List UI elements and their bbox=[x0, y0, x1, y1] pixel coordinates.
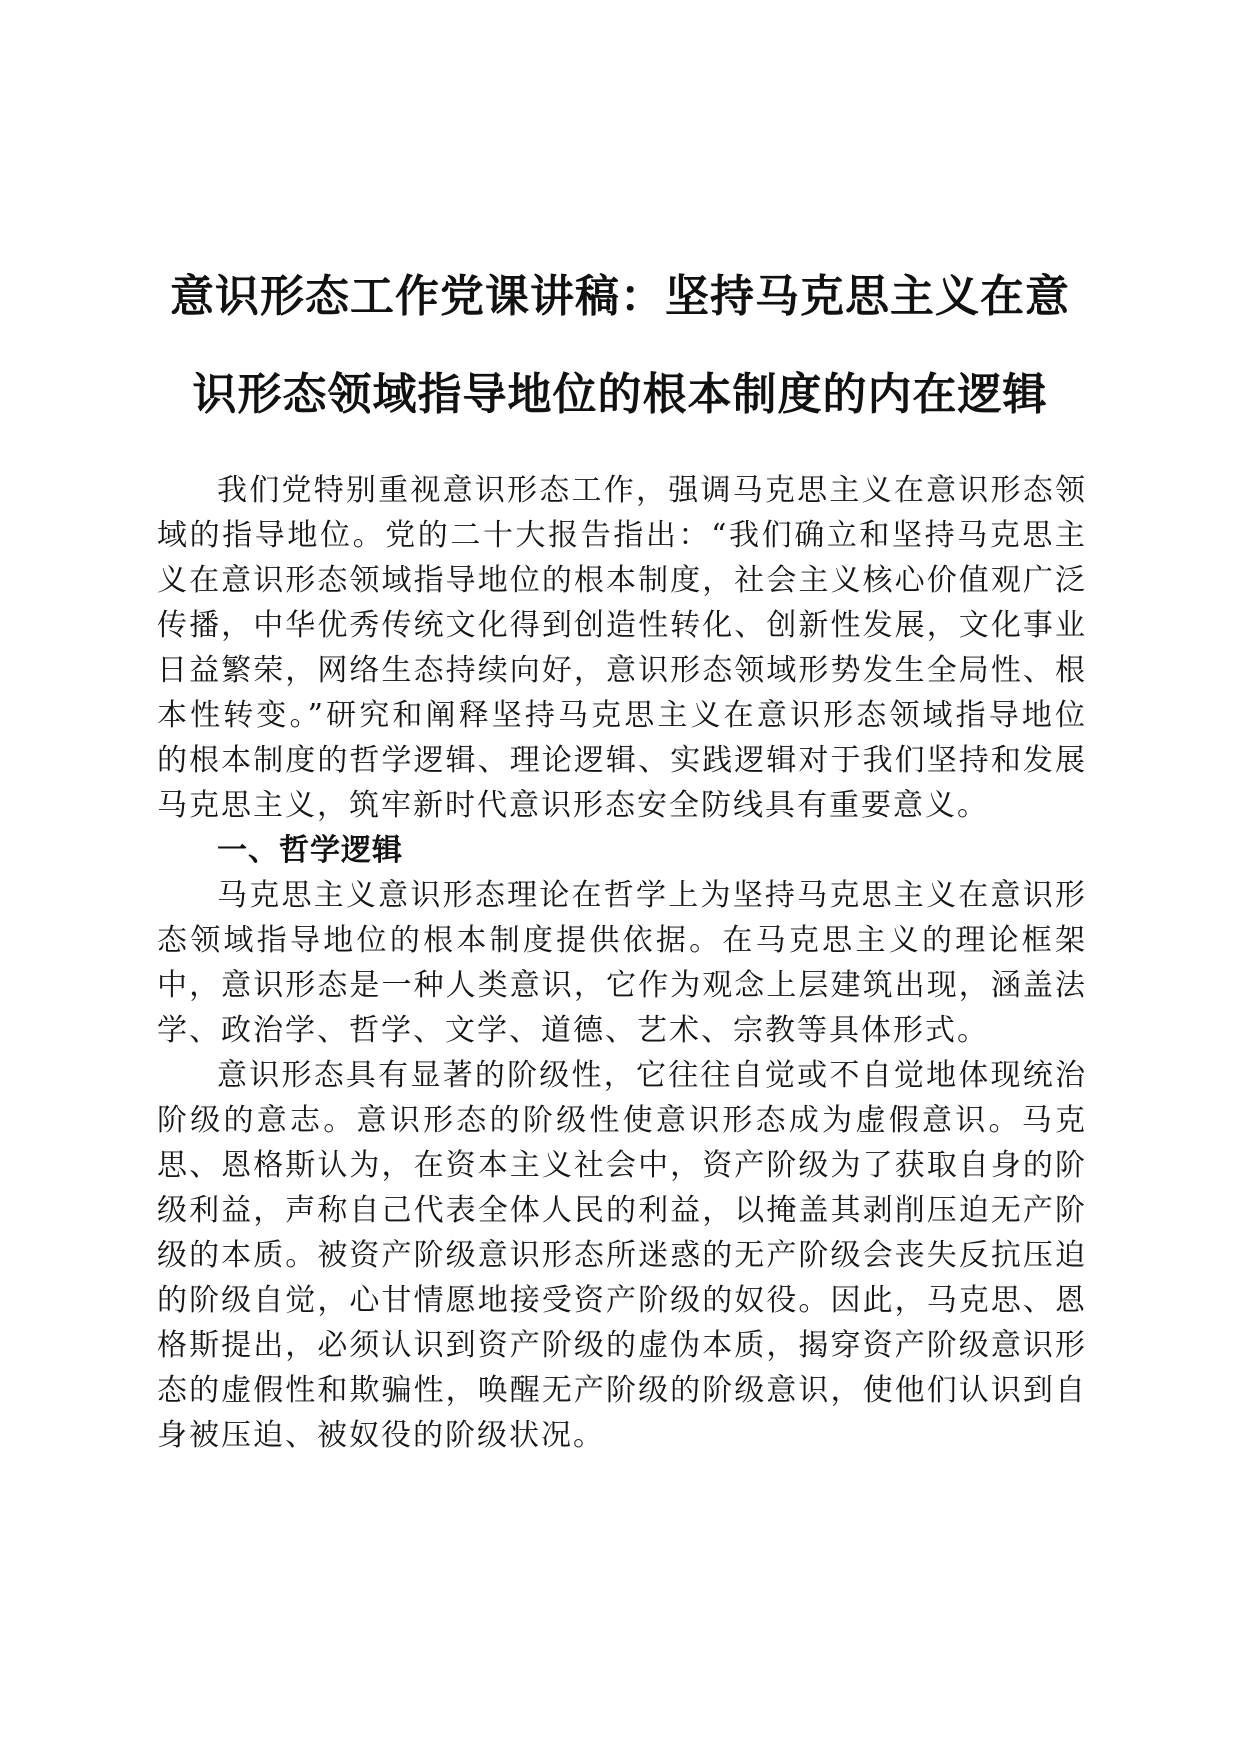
document-body bbox=[157, 468, 1087, 1458]
document-title: 意识形态工作党课讲稿：坚持马克思主义在意识形态领域指导地位的根本制度的内在逻辑 bbox=[170, 271, 1070, 420]
section-paragraph: 马克思主义意识形态理论在哲学上为坚持马克思主义在意识形态领域指导地位的根本制度提供依据。在马克思主义的理论框架中，意识形态是一种人类意识，它作为观念上层建筑出现，涵盖法学、政治学、哲学、文学、道德、艺术、宗教等具体形式。 bbox=[157, 878, 1087, 1048]
intro-paragraph: 我们党特别重视意识形态工作，强调马克思主义在意识形态领域的指导地位。党的二十大报告指出：“我们确立和坚持马克思主义在意识形态领域指导地位的根本制度，社会主义核心价值观广泛传播，中华优秀传统文化得到创造性转化、创新性发展，文化事业日益繁荣，网络生态持续向好，意识形态领域形势发生全局性、根本性转变。”研究和阐释坚持马克思主义在意识形态领域指导地位的根本制度的哲学逻辑、理论逻辑、实践逻辑对于我们坚持和发展马克思主义，筑牢新时代意识形态安全防线具有重要意义。 bbox=[157, 473, 1087, 823]
section-paragraph: 意识形态具有显著的阶级性，它往往自觉或不自觉地体现统治阶级的意志。意识形态的阶级性使意识形态成为虚假意识。马克思、恩格斯认为，在资本主义社会中，资产阶级为了获取自身的阶级利益，声称自己代表全体人民的利益，以掩盖其剥削压迫无产阶级的本质。被资产阶级意识形态所迷惑的无产阶级会丧失反抗压迫的阶级自觉，心甘情愿地接受资产阶级的奴役。因此，马克思、恩格斯提出，必须认识到资产阶级的虚伪本质，揭穿资产阶级意识形态的虚假性和欺骗性，唤醒无产阶级的阶级意识，使他们认识到自身被压迫、被奴役的阶级状况。 bbox=[157, 1058, 1087, 1453]
section-heading: 一、哲学逻辑 bbox=[217, 833, 403, 868]
